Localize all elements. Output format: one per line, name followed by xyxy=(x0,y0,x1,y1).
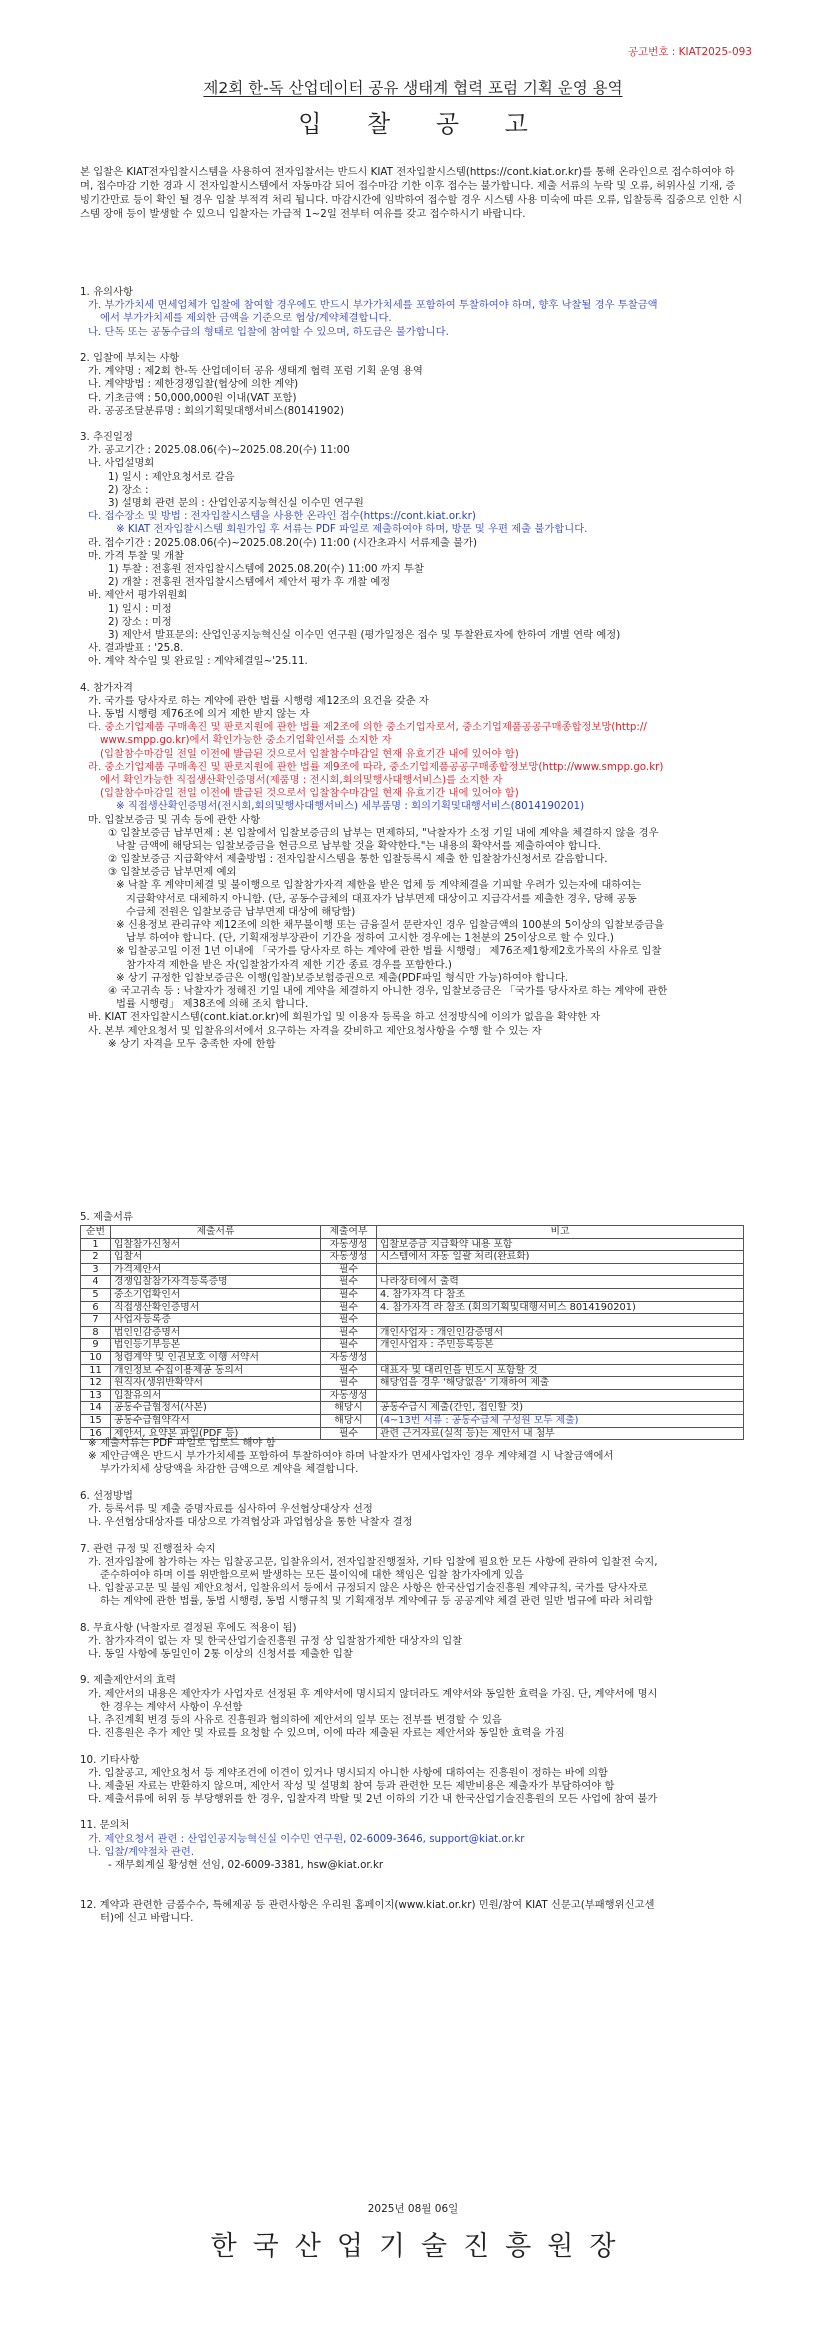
cell-required: 필수 xyxy=(321,1427,377,1440)
notice-line: 지급확약서로 대체하지 아니함. (단, 공동수급체의 대표자가 납부면제 대상이고 지급각서를 제출한 경우, 당해 공동 xyxy=(126,892,637,905)
cell-required: 해당시 xyxy=(321,1414,377,1427)
notice-line: 가. 공고기간 : 2025.08.06(수)~2025.08.20(수) 11:00 xyxy=(88,444,350,457)
notice-number: 공고번호 : KIAT2025-093 xyxy=(627,46,752,58)
notice-line: 수급체 전원은 입찰보증금 납부면제 대상에 해당함) xyxy=(126,905,356,918)
cell-required: 자동생성 xyxy=(321,1251,377,1264)
table-body xyxy=(81,1238,744,1440)
col-header-no: 순번 xyxy=(81,1226,111,1239)
notice-line: 나. 사업설명회 xyxy=(88,457,155,470)
notice-line: ③ 입찰보증금 납부면제 예외 xyxy=(108,866,237,879)
table-row xyxy=(81,1288,744,1301)
notice-line: 가. 부가가치세 면세업체가 입찰에 참여할 경우에도 반드시 부가가치세를 포함하여 투찰하여야 하며, 향후 낙찰될 경우 투찰금액 xyxy=(88,299,658,312)
col-header-document: 제출서류 xyxy=(111,1226,321,1239)
table-row xyxy=(81,1339,744,1352)
table-row xyxy=(81,1276,744,1289)
notice-line: 에서 부가가치세를 제외한 금액을 기준으로 협상/계약체결합니다. xyxy=(100,312,392,325)
issuer-name: 한국산업기술진흥원장 xyxy=(210,2231,632,2262)
notice-line: 나. 제출된 자료는 반환하지 않으며, 제안서 작성 및 설명회 참여 등과 관련한 모든 제반비용은 제출자가 부담하여야 함 xyxy=(88,1779,615,1792)
notice-line: 가. 제안서의 내용은 제안자가 사업자로 선정된 후 계약서에 명시되지 않더라도 계약서와 동일한 효력을 가짐. 단, 계약서에 명시 xyxy=(88,1687,658,1700)
notice-line: 아. 계약 착수일 및 완료일 : 계약체결일~'25.11. xyxy=(88,655,308,668)
table-row xyxy=(81,1377,744,1390)
required-documents-table xyxy=(80,1225,744,1440)
notice-line: 9. 제출제안서의 효력 xyxy=(80,1674,176,1687)
cell-no: 3 xyxy=(81,1263,111,1276)
cell-document: 개인정보 수집이용제공 동의서 xyxy=(111,1364,321,1377)
cell-required: 필수 xyxy=(321,1326,377,1339)
notice-line: 바. 제안서 평가위원회 xyxy=(88,589,188,602)
notice-line: 마. 가격 투찰 및 개찰 xyxy=(88,549,184,562)
notice-line: 다. 기초금액 : 50,000,000원 이내(VAT 포함) xyxy=(88,391,297,404)
notice-line: ※ 상기 자격을 모두 충족한 자에 한함 xyxy=(108,1037,276,1050)
notice-line: 라. 공공조달분류명 : 회의기획및대행서비스(80141902) xyxy=(88,404,345,417)
cell-no: 1 xyxy=(81,1238,111,1251)
cell-no: 16 xyxy=(81,1427,111,1440)
cell-no: 13 xyxy=(81,1389,111,1402)
table-row xyxy=(81,1326,744,1339)
notice-line: 에서 확인가능한 직접생산확인증명서(제품명 : 전시회,회의및행사대행서비스)를 소지한 자 xyxy=(100,773,503,786)
notice-line: 1) 일시 : 제안요청서로 갈음 xyxy=(108,470,235,483)
cell-required: 자동생성 xyxy=(321,1389,377,1402)
notice-line: 나. 입찰/계약절차 관련. xyxy=(88,1845,195,1858)
cell-document: 법인인감증명서 xyxy=(111,1326,321,1339)
blank-line xyxy=(80,668,750,681)
table-row xyxy=(81,1389,744,1402)
cell-note: 입찰보증금 지급확약 내용 포함 xyxy=(377,1238,744,1251)
cell-no: 12 xyxy=(81,1377,111,1390)
notice-line: 가. 등록서류 및 제출 증명자료를 심사하여 우선협상대상자 선정 xyxy=(88,1502,373,1515)
notice-line: 준수하여야 하며 이를 위반함으로써 발생하는 모든 불이익에 대한 책임은 입찰 참가자에게 있음 xyxy=(100,1568,524,1581)
notice-line: 바. KIAT 전자입찰시스템(cont.kiat.or.kr)에 회원가입 및 이용자 등록을 하고 선정방식에 이의가 없음을 확약한 자 xyxy=(88,1011,601,1024)
notice-line: 나. 동법 시행령 제76조에 의거 제한 받지 않는 자 xyxy=(88,708,310,720)
notice-line: 부가가치세 상당액을 차감한 금액으로 계약을 체결합니다. xyxy=(100,1463,359,1476)
section-heading: 5. 제출서류 xyxy=(80,1211,133,1223)
blank-line xyxy=(80,1806,750,1819)
notice-line: 법률 시행령」 제38조에 의해 조치 합니다. xyxy=(116,998,309,1011)
notice-line: ※ 직접생산확인증명서(전시회,회의및행사대행서비스) 세부품명 : 회의기획및대행서비스(8014190201) xyxy=(116,800,585,813)
notice-line: 가. 제안요청서 관련 : 산업인공지능혁신실 이수민 연구원, 02-6009-3646, support@kiat.or.kr xyxy=(88,1832,525,1845)
page-heading: 입 찰 공 고 xyxy=(298,110,547,138)
blank-line xyxy=(80,1608,750,1621)
notice-line: 8. 무효사항 (낙찰자로 결정된 후에도 적용이 됨) xyxy=(80,1621,297,1634)
table-row xyxy=(81,1314,744,1327)
cell-no: 15 xyxy=(81,1414,111,1427)
intro-paragraph: 본 입찰은 KIAT전자입찰시스템을 사용하여 전자입찰서는 반드시 KIAT 전자입찰시스템(https://cont.kiat.or.kr)를 통해 온라인으로 접수하여야 하며, 접수마감 기한 경과 시 전자입찰시스템에서 자동마감 되어 접수마감 기한 이후 접수는 불가합니다. 제출 서류의 누락 및 오류, 허위사실 기재, 증빙기간만료 등이 확인 될 경우 입찰 부적격 처리 됩니다. 마감시간에 임박하여 접수할 경우 시스템 사용 미숙에 따른 오류, 입찰등록 집중으로 인한 시스템 장애 등이 발생할 수 있으니 입찰자는 가급적 1~2일 전부터 여유를 갖고 접수하시기 바랍니다. xyxy=(80,166,743,220)
cell-required: 자동생성 xyxy=(321,1351,377,1364)
notice-line: 11. 문의처 xyxy=(80,1819,130,1832)
table-row xyxy=(81,1351,744,1364)
notice-line: ② 입찰보증금 지급확약서 제출방법 : 전자입찰시스템을 통한 입찰등록시 제출 한 입찰참가신청서로 갈음합니다. xyxy=(108,853,608,866)
notice-line: ※ 제안금액은 반드시 부가가치세를 포함하여 투찰하여야 하며 낙찰자가 면세사업자인 경우 계약체결 시 낙찰금액에서 xyxy=(88,1450,614,1463)
cell-no: 6 xyxy=(81,1301,111,1314)
notice-line: 라. 접수기간 : 2025.08.06(수)~2025.08.20(수) 11:00 (시간초과시 서류제출 불가) xyxy=(88,536,478,549)
cell-document: 입찰서 xyxy=(111,1251,321,1264)
cell-note: 나라장터에서 출력 xyxy=(377,1276,744,1289)
cell-document: 입찰참가신청서 xyxy=(111,1238,321,1251)
table-row xyxy=(81,1238,744,1251)
cell-document: 공동수급협정서(사본) xyxy=(111,1402,321,1415)
cell-note: 4. 참가자격 라 참조 (회의기획및대행서비스 8014190201) xyxy=(377,1301,744,1314)
notice-line: 하는 계약에 관한 법률, 동법 시행령, 동법 시행규칙 및 기획재정부 계약예규 등 공공계약 체결 관련 일반 법규에 따라 처리함 xyxy=(100,1595,653,1608)
notice-line: ※ 낙찰 후 계약미체결 및 불이행으로 입찰참가자격 제한을 받은 업체 등 계약체결을 기피할 우려가 있는자에 대하여는 xyxy=(116,879,642,892)
table-row xyxy=(81,1263,744,1276)
table-row xyxy=(81,1301,744,1314)
notice-line: 2) 장소 : 미정 xyxy=(108,615,172,628)
notice-line: 6. 선정방법 xyxy=(80,1489,133,1502)
blank-line xyxy=(80,1885,750,1898)
cell-document: 공동수급협약각서 xyxy=(111,1414,321,1427)
notice-line: (입찰참수마감일 전일 이전에 발급된 것으로서 입찰참수마감일 현재 유효기간 내에 있어야 함) xyxy=(100,787,519,800)
notice-line: 한 경우는 계약서 사항이 우선함 xyxy=(100,1700,243,1713)
notice-line: ※ 입찰공고일 이전 1년 이내에 「국가를 당사자로 하는 계약에 관한 법률 시행령」 제76조제1항제2호가목의 사유로 입찰 xyxy=(116,945,662,958)
notice-line: (입찰참수마감일 전일 이전에 발급된 것으로서 입찰참수마감일 현재 유효기간 내에 있어야 함) xyxy=(100,747,519,760)
notice-line: ④ 국고귀속 등 : 낙찰자가 정해진 기일 내에 계약을 체결하지 아니한 경우, 입찰보증금은 「국가를 당사자로 하는 계약에 관한 xyxy=(108,984,668,997)
notice-line: 라. 중소기업제품 구매촉진 및 판로지원에 관한 법률 제9조에 따라, 중소기업제품공공구매종합정보망(http://www.smpp.go.kr) xyxy=(88,760,664,773)
notice-line: 12. 계약과 관련한 금품수수, 특혜제공 등 관련사항은 우리원 홈페이지(www.kiat.or.kr) 민원/참여 KIAT 신문고(부패행위신고센 xyxy=(80,1898,655,1911)
blank-line xyxy=(80,1740,750,1753)
notice-line: 가. 참가자격이 없는 자 및 한국산업기술진흥원 규정 상 입찰참가제한 대상자의 입찰 xyxy=(88,1634,463,1647)
notice-line: www.smpp.go.kr)에서 확인가능한 중소기업확인서를 소지한 자 xyxy=(100,734,392,747)
cell-document: 법인등기부등본 xyxy=(111,1339,321,1352)
notice-line: 다. 중소기업제품 구매촉진 및 판로지원에 관한 법률 제2조에 의한 중소기업자로서, 중소기업제품공공구매종합정보망(http:// xyxy=(88,721,647,734)
col-header-required: 제출여부 xyxy=(321,1226,377,1239)
cell-no: 2 xyxy=(81,1251,111,1264)
notice-sections-5-12 xyxy=(80,1437,750,1925)
cell-document: 원직자(생위반확약서 xyxy=(111,1377,321,1390)
notice-line: ※ 제출서류는 PDF 파일로 업로드 해야 함 xyxy=(88,1437,276,1449)
notice-line: 3. 추진일정 xyxy=(80,431,133,444)
cell-note: 개인사업자 : 개인인감증명서 xyxy=(377,1326,744,1339)
table-header-row xyxy=(81,1226,744,1239)
cell-no: 8 xyxy=(81,1326,111,1339)
notice-line: 낙찰 금액에 해당되는 입찰보증금을 현금으로 납부할 것을 확약한다."는 내용의 확약서를 제출하여야 합니다. xyxy=(116,839,601,852)
notice-line: 다. 접수장소 및 방법 : 전자입찰시스템을 사용한 온라인 접수(https://cont.kiat.or.kr) xyxy=(88,510,476,523)
cell-required: 필수 xyxy=(321,1364,377,1377)
notice-line: 10. 기타사항 xyxy=(80,1753,140,1766)
notice-date: 2025년 08월 06일 xyxy=(367,2203,459,2215)
blank-line xyxy=(80,1661,750,1674)
cell-required: 해당시 xyxy=(321,1402,377,1415)
cell-note: 개인사업자 : 주민등록등본 xyxy=(377,1339,744,1352)
cell-note: 공동수급시 제출(간인, 접인할 것) xyxy=(377,1402,744,1415)
cell-document: 입찰유의서 xyxy=(111,1389,321,1402)
cell-no: 7 xyxy=(81,1314,111,1327)
notice-line: 4. 참가자격 xyxy=(80,681,133,694)
blank-line xyxy=(80,1477,750,1490)
col-header-note: 비고 xyxy=(377,1226,744,1239)
cell-document: 경쟁입찰참가자격등록증명 xyxy=(111,1276,321,1289)
notice-line: 나. 입찰공고문 및 불임 제안요청서, 입찰유의서 등에서 규정되지 않은 사항은 한국산업기술진흥원 계약규칙, 국가를 당사자로 xyxy=(88,1582,648,1595)
notice-line: 나. 단독 또는 공동수급의 형태로 입찰에 참여할 수 있으며, 하도급은 불가합니다. xyxy=(88,325,449,338)
cell-note xyxy=(377,1389,744,1402)
notice-line: 다. 제출서류에 허위 등 부당행위를 한 경우, 입찰자격 박탈 및 2년 이하의 기간 내 한국산업기술진흥원의 모든 사업에 참여 불가 xyxy=(88,1793,658,1806)
notice-line: 다. 진흥원은 추가 제안 및 자료를 요청할 수 있으며, 이에 따라 제출된 자료는 제안서와 동일한 효력을 가짐 xyxy=(88,1727,565,1740)
cell-document: 직접생산확인증명서 xyxy=(111,1301,321,1314)
notice-line: 가. 입찰공고, 제안요청서 등 계약조건에 이견이 있거나 명시되지 아니한 사항에 대하여는 진흥원이 정하는 바에 의함 xyxy=(88,1766,608,1779)
notice-line: 가. 전자입찰에 참가하는 자는 입찰공고문, 입찰유의서, 전자입찰진행절차, 기타 입찰에 필요한 모든 사항에 관하여 입찰전 숙지, xyxy=(88,1555,658,1568)
cell-required: 필수 xyxy=(321,1339,377,1352)
notice-line: 3) 제안서 발표문의: 산업인공지능혁신실 이수민 연구원 (평가일정은 접수 및 투찰완료자에 한하여 개별 연락 예정) xyxy=(108,628,621,641)
cell-no: 9 xyxy=(81,1339,111,1352)
section-5-label xyxy=(80,1211,750,1224)
notice-line: 납부 하여야 합니다. (단, 기획재정부장관이 기간을 정하여 고시한 경우에는 1천분의 25이상으로 할 수 있다.) xyxy=(126,932,614,945)
cell-document: 청렴계약 및 인권보호 이행 서약서 xyxy=(111,1351,321,1364)
cell-note: 해당업을 경우 '해당없음' 기재하여 제출 xyxy=(377,1377,744,1390)
cell-no: 4 xyxy=(81,1276,111,1289)
cell-document: 사업자등록증 xyxy=(111,1314,321,1327)
cell-required: 필수 xyxy=(321,1301,377,1314)
notice-line: 3) 설명회 관련 문의 : 산업인공지능혁신실 이수민 연구원 xyxy=(108,497,364,509)
contract-title xyxy=(0,79,826,97)
notice-sections-1-4 xyxy=(80,286,750,1051)
table-row xyxy=(81,1414,744,1427)
blank-line xyxy=(80,418,750,431)
notice-line: ※ 상기 규정한 입찰보증금은 이행(입찰)보증보험증권으로 제출(PDF파일 형식만 가능)하여야 합니다. xyxy=(116,971,569,984)
cell-note: 4. 참가자격 다 참조 xyxy=(377,1288,744,1301)
cell-note xyxy=(377,1263,744,1276)
notice-line: ① 입찰보증금 납부면제 : 본 입찰에서 입찰보증금의 납부는 면제하되, "낙찰자가 소정 기일 내에 계약을 체결하지 않을 경우 xyxy=(108,826,659,839)
notice-line: - 재무회계실 황성현 선임, 02-6009-3381, hsw@kiat.or.kr xyxy=(108,1859,384,1871)
notice-line: 마. 입찰보증금 및 귀속 등에 관한 사항 xyxy=(88,813,261,826)
blank-line xyxy=(80,1872,750,1885)
cell-no: 5 xyxy=(81,1288,111,1301)
cell-note: 대표자 및 대리인을 빈도시 포함할 것 xyxy=(377,1364,744,1377)
notice-line: 나. 계약방법 : 제한경쟁입찰(협상에 의한 계약) xyxy=(88,378,299,391)
notice-line: 1. 유의사항 xyxy=(80,286,133,298)
notice-line: 사. 결과발표 : '25.8. xyxy=(88,642,184,655)
notice-line: 나. 동일 사항에 동일인이 2통 이상의 신청서를 제출한 입찰 xyxy=(88,1648,353,1660)
cell-required: 필수 xyxy=(321,1377,377,1390)
cell-no: 14 xyxy=(81,1402,111,1415)
cell-note: (4~13번 서류 : 공동수급체 구성원 모두 제출) xyxy=(377,1414,744,1427)
blank-line xyxy=(80,339,750,352)
table-row xyxy=(81,1251,744,1264)
cell-document: 제안서, 요약본 파일(PDF 등) xyxy=(111,1427,321,1440)
notice-line: 사. 본부 제안요청서 및 입찰유의서에서 요구하는 자격을 갖비하고 제안요청사항을 수행 할 수 있는 자 xyxy=(88,1024,542,1037)
cell-no: 11 xyxy=(81,1364,111,1377)
contract-title-text: 제2회 한-독 산업데이터 공유 생태계 협력 포럼 기획 운영 용역 xyxy=(203,79,623,97)
blank-line xyxy=(80,1529,750,1542)
cell-required: 필수 xyxy=(321,1288,377,1301)
cell-required: 필수 xyxy=(321,1276,377,1289)
cell-no: 10 xyxy=(81,1351,111,1364)
cell-required: 필수 xyxy=(321,1263,377,1276)
notice-line: 나. 우선협상대상자를 대상으로 가격협상과 과업협상을 통한 낙찰자 결정 xyxy=(88,1516,413,1529)
notice-line: 1) 일시 : 미정 xyxy=(108,602,172,615)
cell-note: 시스템에서 자동 일괄 처리(완료화) xyxy=(377,1251,744,1264)
cell-document: 가격제안서 xyxy=(111,1263,321,1276)
cell-note: 관련 근거자료(실적 등)는 제안서 내 첨부 xyxy=(377,1427,744,1440)
notice-line: 가. 계약명 : 제2회 한-독 산업데이터 공유 생태계 협력 포럼 기획 운영 용역 xyxy=(88,365,423,378)
notice-line: 7. 관련 규정 및 진행절차 숙지 xyxy=(80,1542,216,1555)
cell-required: 자동생성 xyxy=(321,1238,377,1251)
notice-line: 참가자격 제한을 받은 자(입찰참가자격 제한 기간 종료 경우를 포함한다.) xyxy=(126,958,452,971)
cell-document: 중소기업확인서 xyxy=(111,1288,321,1301)
table-row xyxy=(81,1364,744,1377)
table-row xyxy=(81,1402,744,1415)
notice-line: 1) 투찰 : 전홍원 전자입찰시스템에 2025.08.20(수) 11:00 까지 투찰 xyxy=(108,562,424,575)
notice-line: ※ 신용정보 관리규약 제12조에 의한 채무불이행 또는 금융질서 문란자인 경우 입찰금액의 100분의 5이상의 입찰보증금을 xyxy=(116,919,665,931)
notice-line: 2) 장소 : xyxy=(108,483,149,496)
notice-line: 가. 국가를 당사자로 하는 계약에 관한 법률 시행령 제12조의 요건을 갖춘 자 xyxy=(88,694,429,707)
cell-note xyxy=(377,1314,744,1327)
notice-line: 2) 개찰 : 전홍원 전자입찰시스템에서 제안서 평가 후 개찰 예정 xyxy=(108,576,391,589)
notice-line: 2. 입찰에 부치는 사항 xyxy=(80,351,180,364)
notice-line: 터)에 신고 바랍니다. xyxy=(100,1911,194,1924)
notice-line: ※ KIAT 전자입찰시스템 회원가입 후 서류는 PDF 파일로 제출하여야 하며, 방문 및 우편 제출 불가합니다. xyxy=(116,523,588,536)
notice-line: 나. 추진계획 변경 등의 사유로 진흥원과 협의하에 제안서의 일부 또는 전부를 변경할 수 있음 xyxy=(88,1713,502,1726)
cell-note xyxy=(377,1351,744,1364)
cell-required: 필수 xyxy=(321,1314,377,1327)
